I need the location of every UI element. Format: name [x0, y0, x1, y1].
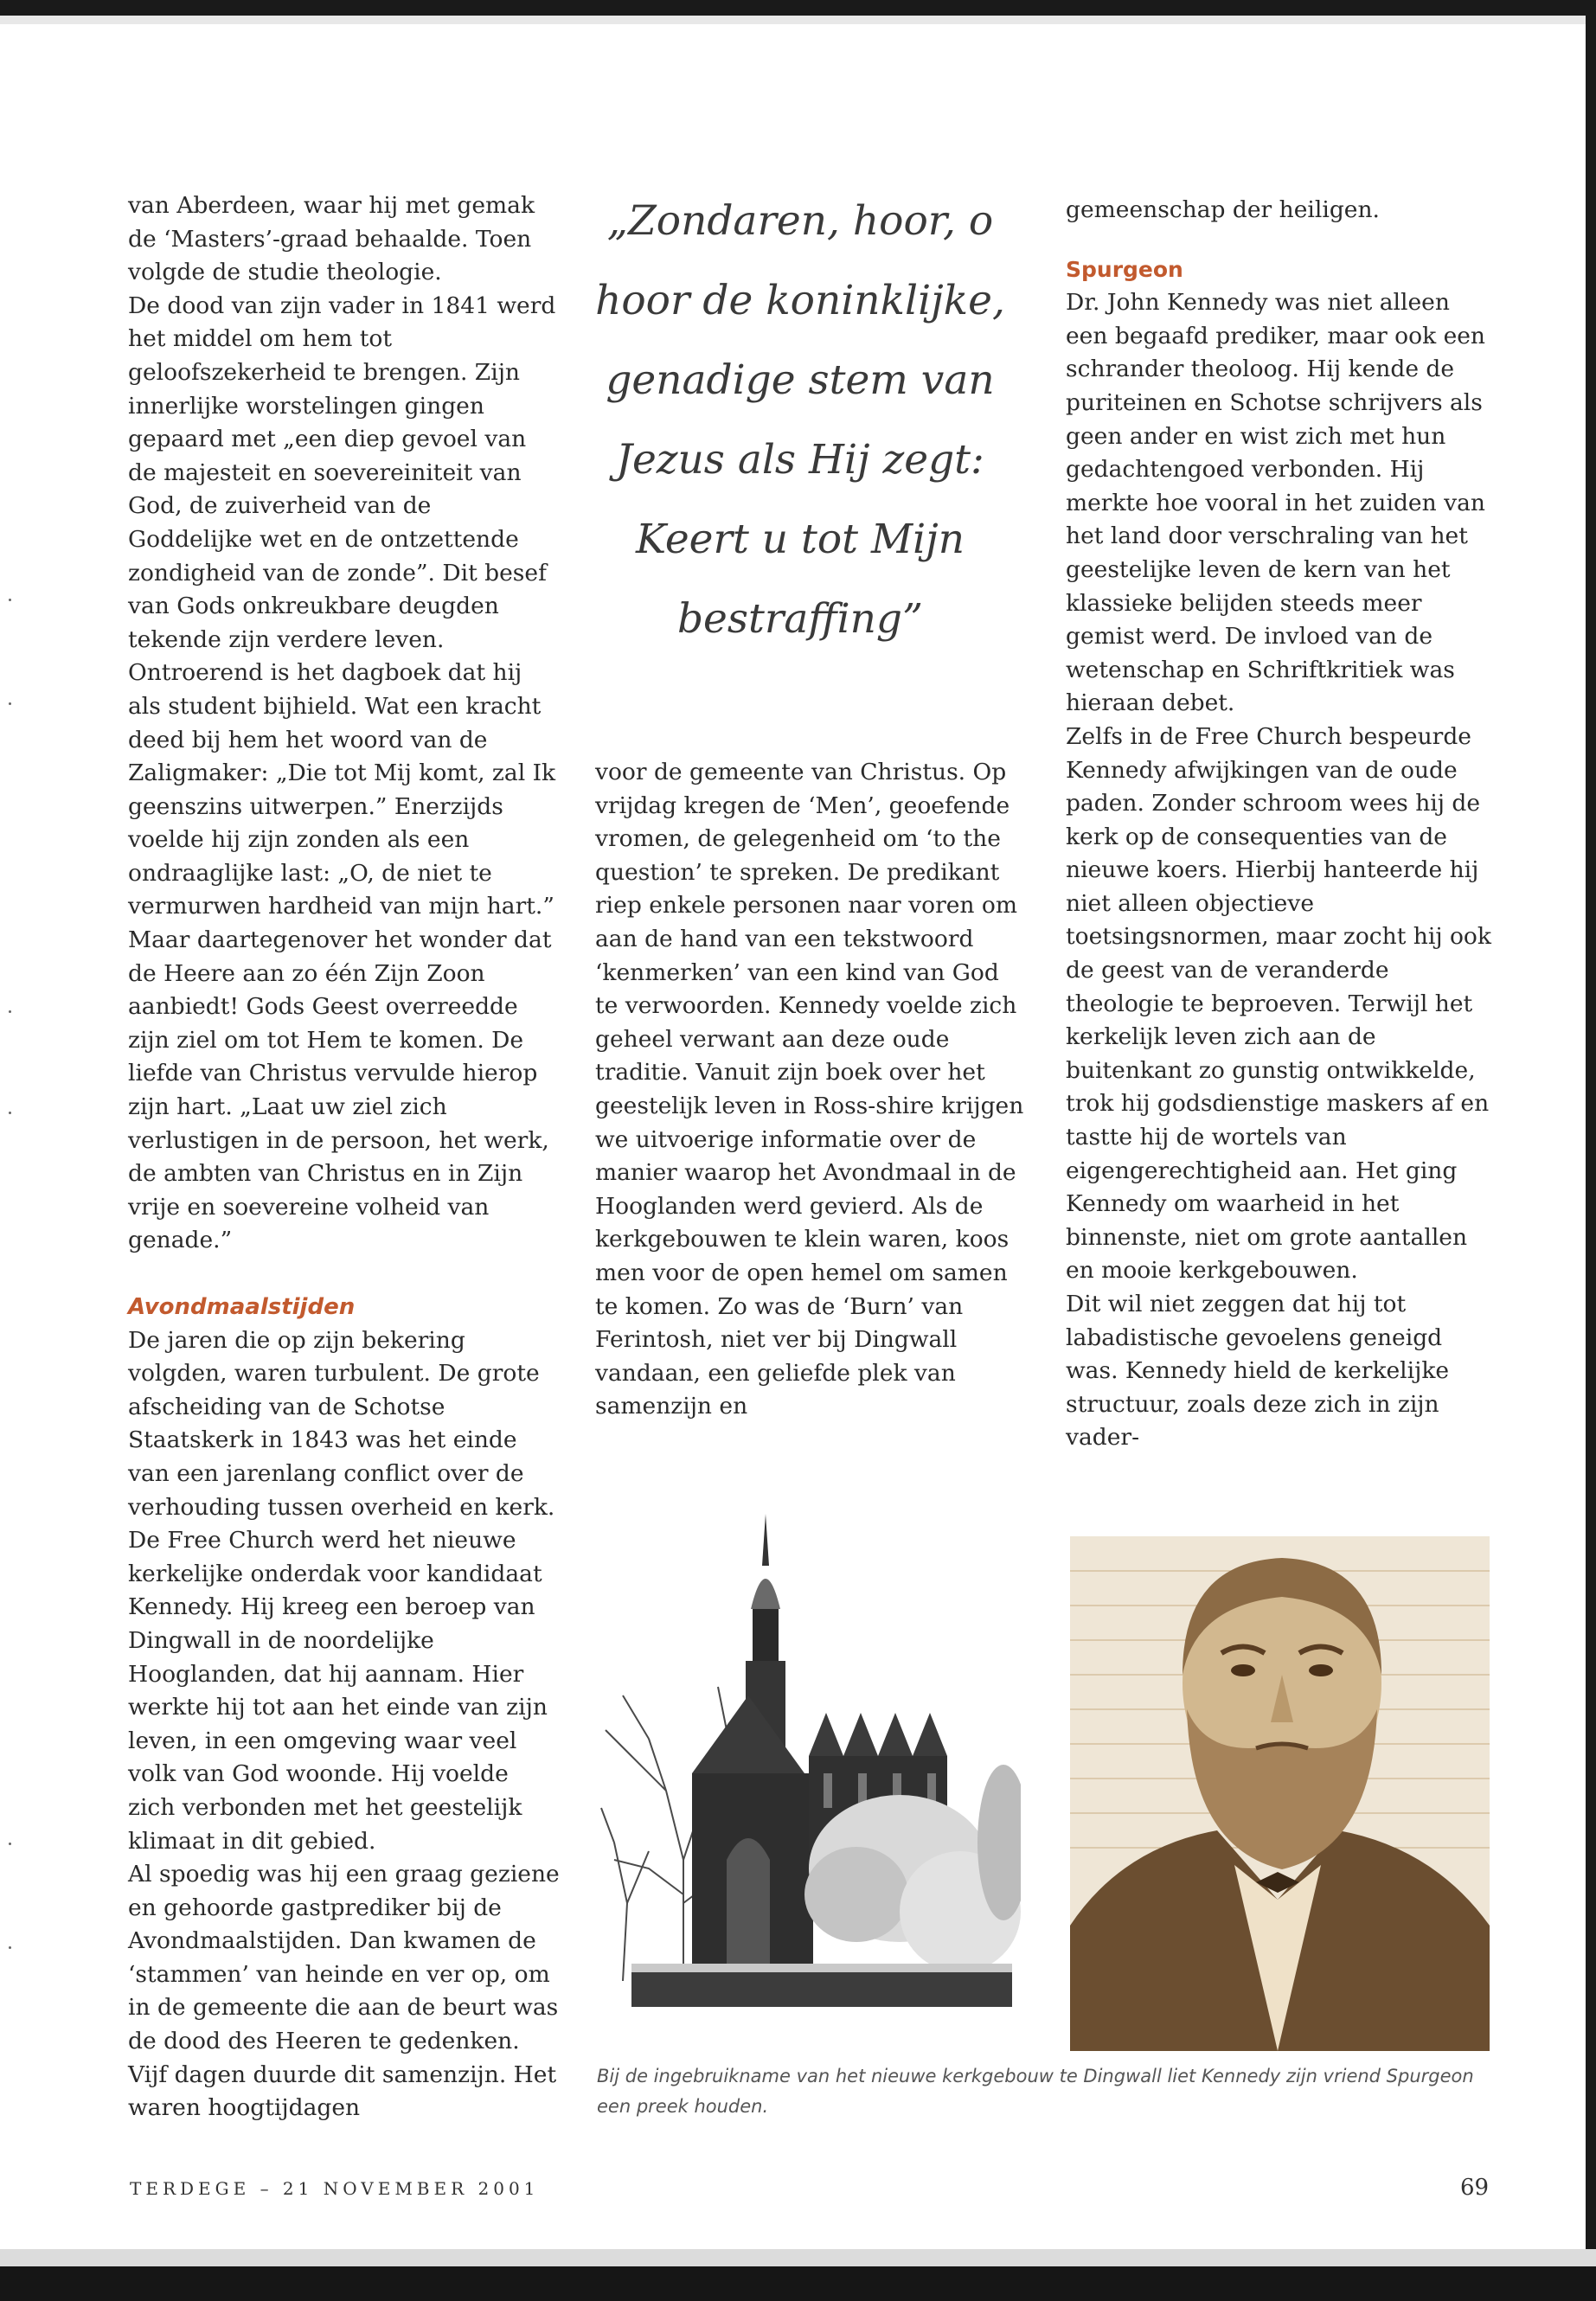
left-paragraph-3: Ontroerend is het dagboek dat hij als student bijhield. Wat een kracht deed bij hem het woord van de Zaligmaker: „Die tot Mij komt, zal Ik geenszins uitwerpen.” Enerzijds voelde hij zijn zonden als een ondraaglijke last: „O, de niet te vermurwen hardheid van mijn hart.” Maar daartegenover het wonder dat de Heere aan zo één Zijn Zoon aanbiedt! Gods Geest overreedde zijn ziel om tot Hem te komen. De liefde van Christus vervulde hierop zijn hart. „Laat uw ziel zich verlustigen in de persoon, het werk, de ambten van Christus en in Zijn vrije en soevereine volheid van genade.”	[128, 659, 556, 1254]
spurgeon-portrait	[1070, 1536, 1490, 2051]
scan-mark	[9, 1010, 11, 1013]
right-scan-edge	[1586, 0, 1596, 2301]
scan-mark	[9, 1843, 11, 1845]
right-paragraph-3: Zelfs in de Free Church bespeurde Kennedy afwijkingen van de oude paden. Zonder schroom wees hij de kerk op de consequenties van de nieuwe koers. Hierbij hanteerde hij niet alleen objectieve toetsingsnormen, maar zocht hij ook de geest van de veranderde theologie te beproeven. Terwijl het kerkelijk leven zich aan de buitenkant zo gunstig ontwikkelde, trok hij godsdienstige maskers af en tastte hij de wortels van eigengerechtigheid aan. Het ging Kennedy om waarheid in het binnenste, niet om grote aantallen en mooie kerkgebouwen.	[1066, 722, 1491, 1285]
scan-mark	[9, 599, 11, 601]
left-paragraph-1: van Aberdeen, waar hij met gemak de ‘Masters’-graad behaalde. Toen volgde de studie theologie.	[128, 192, 535, 286]
hedge	[631, 1971, 1012, 2007]
left-paragraph-4: De jaren die op zijn bekering volgden, waren turbulent. De grote afscheiding van de Schotse Staatskerk in 1843 was het einde van een jarenlang conflict over de verhouding tussen overheid en kerk. De Free Church werd het nieuwe kerkelijke onderdak voor kandidaat Kennedy. Hij kreeg een beroep van Dingwall in de noordelijke Hooglanden, dat hij aannam. Hier werkte hij tot aan het einde van zijn leven, in een omgeving waar veel volk van God woonde. Hij voelde zich verbonden met het geestelijk klimaat in dit gebied.	[128, 1326, 555, 1855]
bottom-scan-edge	[0, 2266, 1596, 2301]
scan-mark	[9, 702, 11, 705]
right-column	[1066, 194, 1498, 1455]
pull-quote: „Zondaren, hoor, o hoor de koninklijke, genadige stem van Jezus als Hij zegt: Keert u tot Mijn bestraffing”	[595, 197, 1005, 643]
church-photo	[597, 1497, 1021, 2007]
left-column	[128, 189, 561, 2125]
top-scan-shadow	[0, 16, 1596, 24]
middle-column	[595, 756, 1028, 1424]
page-number: 69	[1460, 2175, 1490, 2201]
subhead-spurgeon: Spurgeon	[1066, 256, 1183, 282]
right-paragraph-1: gemeenschap der heiligen.	[1066, 196, 1380, 223]
footer-publication: TERDEGE – 21 NOVEMBER 2001	[130, 2178, 540, 2199]
right-paragraph-2: Dr. John Kennedy was niet alleen een begaafd prediker, maar ook een schrander theoloog. Hij kende de puriteinen en Schotse schrijvers als geen ander en wist zich met hun gedachtengoed verbonden. Hij merkte hoe vooral in het zuiden van het land door verschraling van het geestelijke leven de kern van het klassieke belijden steeds meer gemist werd. De invloed van de wetenschap en Schriftkritiek was hieraan debet.	[1066, 289, 1485, 717]
middle-paragraph-1: voor de gemeente van Christus. Op vrijdag kregen de ‘Men’, geoefende vromen, de gelegenheid om ‘to the question’ te spreken. De predikant riep enkele personen naar voren om aan de hand van een tekstwoord ‘kenmerken’ van een kind van God te verwoorden. Kennedy voelde zich geheel verwant aan deze oude traditie. Vanuit zijn boek over het geestelijk leven in Ross-shire krijgen we uitvoerige informatie over de manier waarop het Avondmaal in de Hooglanden werd gevierd. Als de kerkgebouwen te klein waren, koos men voor de open hemel om samen te komen. Zo was de ‘Burn’ van Ferintosh, niet ver bij Dingwall vandaan, een geliefde plek van samenzijn en	[595, 759, 1024, 1420]
subhead-avondmaalstijden: Avondmaalstijden	[128, 1294, 356, 1320]
left-paragraph-5: Al spoedig was hij een graag geziene en gehoorde gastprediker bij de Avondmaalstijden. Dan kwamen de ‘stammen’ van heinde en ver op, om in de gemeente die aan de beurt was de dood des Heeren te gedenken. Vijf dagen duurde dit samenzijn. Het waren hoogtijdagen	[128, 1861, 560, 2122]
top-scan-edge	[0, 0, 1596, 16]
scan-mark	[9, 1112, 11, 1114]
scan-mark	[9, 1946, 11, 1949]
bottom-scan-shadow	[0, 2249, 1596, 2266]
right-paragraph-4: Dit wil niet zeggen dat hij tot labadistische gevoelens geneigd was. Kennedy hield de kerkelijke structuur, zoals deze zich in zijn vader-	[1066, 1291, 1450, 1452]
left-paragraph-2: De dood van zijn vader in 1841 werd het middel om hem tot geloofszekerheid te brengen. Zijn innerlijke worstelingen gingen gepaard met „een diep gevoel van de majesteit en soevereiniteit van God, de zuiverheid van de Goddelijke wet en de ontzettende zondigheid van de zonde”. Dit besef van Gods onkreukbare deugden tekende zijn verdere leven.	[128, 292, 556, 653]
photo-caption: Bij de ingebruikname van het nieuwe kerkgebouw te Dingwall liet Kennedy zijn vriend Spurgeon een preek houden.	[597, 2066, 1474, 2117]
